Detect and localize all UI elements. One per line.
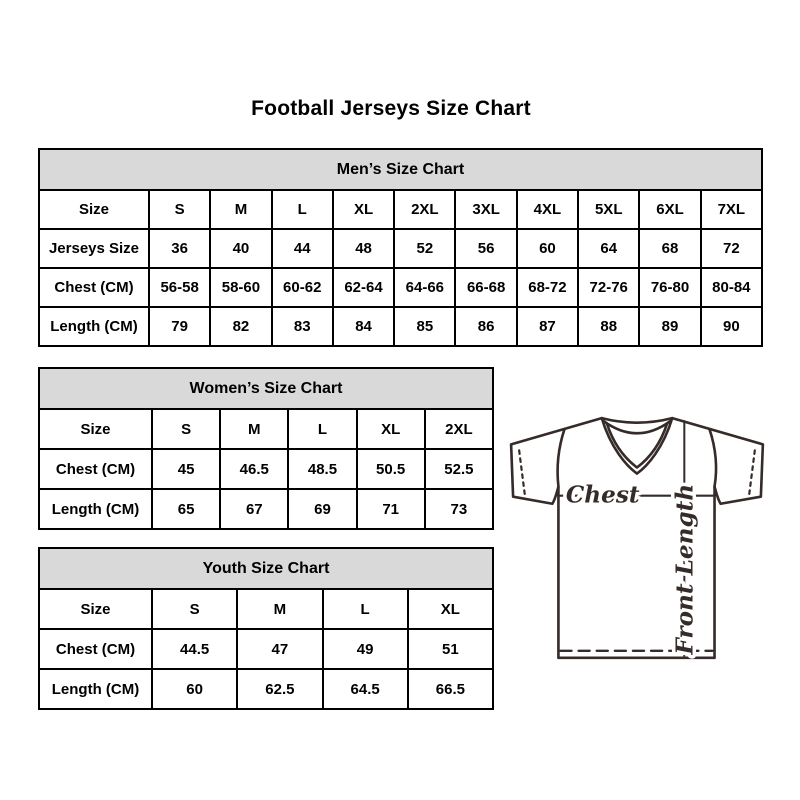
size-cell: 68-72 [517, 268, 578, 307]
size-cell: 49 [323, 629, 408, 669]
table-title: Youth Size Chart [39, 548, 493, 589]
size-cell: 79 [149, 307, 210, 346]
size-cell: 67 [220, 489, 288, 529]
size-cell: 73 [425, 489, 493, 529]
table-row [39, 409, 493, 449]
chest-dimension-label: Chest [565, 481, 640, 509]
page-title: Football Jerseys Size Chart [251, 97, 531, 120]
table-row [39, 489, 493, 529]
size-cell: 52.5 [425, 449, 493, 489]
row-label: Chest (CM) [39, 629, 152, 669]
size-cell: 6XL [639, 190, 700, 229]
row-label: Size [39, 190, 149, 229]
size-cell: 47 [237, 629, 322, 669]
row-label: Chest (CM) [39, 268, 149, 307]
size-cell: 51 [408, 629, 493, 669]
size-cell: 86 [455, 307, 516, 346]
size-cell: 90 [701, 307, 762, 346]
row-label: Length (CM) [39, 669, 152, 709]
size-cell: XL [333, 190, 394, 229]
size-cell: 56 [455, 229, 516, 268]
size-cell: L [288, 409, 356, 449]
row-label: Jerseys Size [39, 229, 149, 268]
row-label: Chest (CM) [39, 449, 152, 489]
womens-size-table [38, 367, 494, 530]
table-row [39, 669, 493, 709]
size-cell: XL [357, 409, 425, 449]
size-cell: 45 [152, 449, 220, 489]
table-row [39, 589, 493, 629]
size-cell: 60 [152, 669, 237, 709]
size-cell: 50.5 [357, 449, 425, 489]
jersey-outline-path [511, 418, 763, 658]
table-header-row [39, 368, 493, 409]
size-cell: L [272, 190, 333, 229]
size-cell: 48.5 [288, 449, 356, 489]
jersey-diagram [498, 398, 780, 680]
table-row [39, 268, 762, 307]
size-cell: 84 [333, 307, 394, 346]
size-cell: 60 [517, 229, 578, 268]
front-length-dimension-label: Front Length [671, 483, 699, 655]
size-cell: 83 [272, 307, 333, 346]
size-cell: 62.5 [237, 669, 322, 709]
size-cell: 72 [701, 229, 762, 268]
size-cell: M [220, 409, 288, 449]
table-header-row [39, 149, 762, 190]
row-label: Length (CM) [39, 307, 149, 346]
size-cell: 4XL [517, 190, 578, 229]
table-row [39, 629, 493, 669]
size-cell: 68 [639, 229, 700, 268]
size-cell: 2XL [394, 190, 455, 229]
size-cell: L [323, 589, 408, 629]
size-cell: 52 [394, 229, 455, 268]
size-cell: M [237, 589, 322, 629]
table-row [39, 229, 762, 268]
table-row [39, 190, 762, 229]
size-cell: 65 [152, 489, 220, 529]
size-cell: 60-62 [272, 268, 333, 307]
size-cell: 64 [578, 229, 639, 268]
table-row [39, 307, 762, 346]
mens-size-table [38, 148, 763, 347]
table-row [39, 449, 493, 489]
size-cell: 85 [394, 307, 455, 346]
size-cell: S [149, 190, 210, 229]
size-cell: 64-66 [394, 268, 455, 307]
size-cell: 40 [210, 229, 271, 268]
size-cell: 36 [149, 229, 210, 268]
size-cell: 7XL [701, 190, 762, 229]
size-cell: 71 [357, 489, 425, 529]
table-header-row [39, 548, 493, 589]
youth-size-table [38, 547, 494, 710]
size-cell: 46.5 [220, 449, 288, 489]
size-cell: 87 [517, 307, 578, 346]
size-cell: 44 [272, 229, 333, 268]
size-cell: 58-60 [210, 268, 271, 307]
size-cell: 64.5 [323, 669, 408, 709]
size-cell: 69 [288, 489, 356, 529]
size-cell: 2XL [425, 409, 493, 449]
size-cell: 76-80 [639, 268, 700, 307]
size-cell: 89 [639, 307, 700, 346]
size-cell: 44.5 [152, 629, 237, 669]
size-cell: 82 [210, 307, 271, 346]
size-cell: 66-68 [455, 268, 516, 307]
size-cell: 72-76 [578, 268, 639, 307]
size-cell: M [210, 190, 271, 229]
size-cell: 88 [578, 307, 639, 346]
size-cell: 66.5 [408, 669, 493, 709]
row-label: Size [39, 409, 152, 449]
table-title: Men’s Size Chart [39, 149, 762, 190]
size-cell: S [152, 589, 237, 629]
size-cell: 3XL [455, 190, 516, 229]
size-cell: S [152, 409, 220, 449]
size-cell: 56-58 [149, 268, 210, 307]
size-cell: 48 [333, 229, 394, 268]
size-cell: 5XL [578, 190, 639, 229]
row-label: Length (CM) [39, 489, 152, 529]
size-cell: XL [408, 589, 493, 629]
size-cell: 62-64 [333, 268, 394, 307]
row-label: Size [39, 589, 152, 629]
table-title: Women’s Size Chart [39, 368, 493, 409]
size-cell: 80-84 [701, 268, 762, 307]
